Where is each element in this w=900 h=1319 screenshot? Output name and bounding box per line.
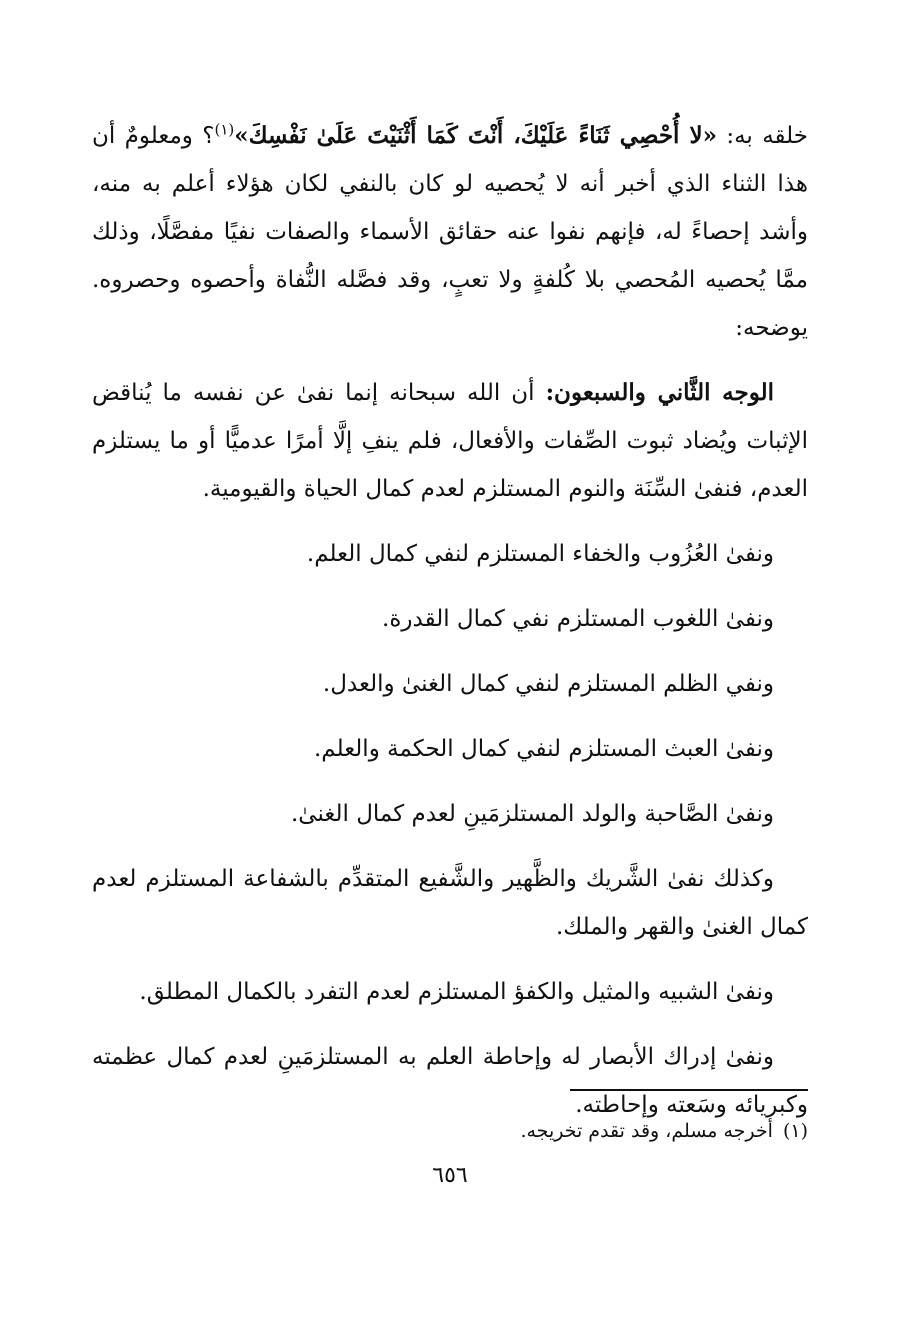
- hadith-quote: «لا أُحْصِي ثَنَاءً عَلَيْكَ، أَنْتَ كَمَا أَثْنَيْتَ عَلَىٰ نَفْسِكَ»: [234, 122, 717, 149]
- paragraph-6: ونفىٰ العبث المستلزم لنفي كمال الحكمة والعلم.: [313, 736, 774, 762]
- paragraph-5: ونفي الظلم المستلزم لنفي كمال الغنىٰ والعدل.: [322, 671, 774, 697]
- main-text: [92, 112, 808, 1146]
- footnote-text: أخرجه مسلم، وقد تقدم تخريجه.: [520, 1120, 773, 1142]
- paragraph-2: [92, 369, 808, 513]
- paragraph-9: ونفىٰ الشبيه والمثيل والكفؤ المستلزم لعدم التفرد بالكمال المطلق.: [139, 979, 774, 1005]
- paragraph-7: ونفىٰ الصَّاحبة والولد المستلزمَينِ لعدم كمال الغنىٰ.: [290, 801, 774, 827]
- page-number: ٦٥٦: [432, 1163, 468, 1188]
- footnote-number: (١): [782, 1120, 808, 1142]
- paragraph-3: ونفىٰ العُزُوب والخفاء المستلزم لنفي كمال العلم.: [306, 541, 774, 567]
- footnote-separator: [570, 1089, 808, 1091]
- footnote-reference[interactable]: (١): [214, 120, 235, 139]
- paragraph-2-text: أن الله سبحانه إنما نفىٰ عن نفسه ما يُناقض الإثبات ويُضاد ثبوت الصِّفات والأفعال، فلم ينفِ إلَّا أمرًا عدميًّا أو ما يستلزم العدم، فنفىٰ السِّنَة والنوم المستلزم لعدم كمال الحياة والقيومية.: [92, 380, 808, 502]
- footnote: [520, 1115, 808, 1147]
- paragraph-8: وكذلك نفىٰ الشَّريك والظَّهير والشَّفيع المتقدِّم بالشفاعة المستلزم لعدم كمال الغنىٰ والقهر والملك.: [92, 866, 808, 940]
- paragraph-1-rest: ؟ ومعلومٌ أن هذا الثناء الذي أخبر أنه لا يُحصيه لو كان بالنفي لكان هؤلاء أعلم به منه، وأشد إحصاءً له، فإنهم نفوا عنه حقائق الأسماء والصفات نفيًا مفصَّلًا، وذلك ممَّا يُحصيه المُحصي بلا كُلفةٍ ولا تعبٍ، وقد فصَّله النُّفاة وأحصوه وحصروه. يوضحه:: [92, 123, 808, 341]
- paragraph-1: [92, 112, 808, 352]
- paragraph-10: ونفىٰ إدراك الأبصار له وإحاطة العلم به المستلزمَينِ لعدم كمال عظمته وكبريائه وسَعته وإحاطته.: [92, 1044, 808, 1118]
- section-heading: الوجه الثَّاني والسبعون:: [545, 379, 774, 406]
- paragraph-4: ونفىٰ اللغوب المستلزم نفي كمال القدرة.: [382, 606, 774, 632]
- paragraph-1-lead: خلقه به:: [716, 123, 809, 149]
